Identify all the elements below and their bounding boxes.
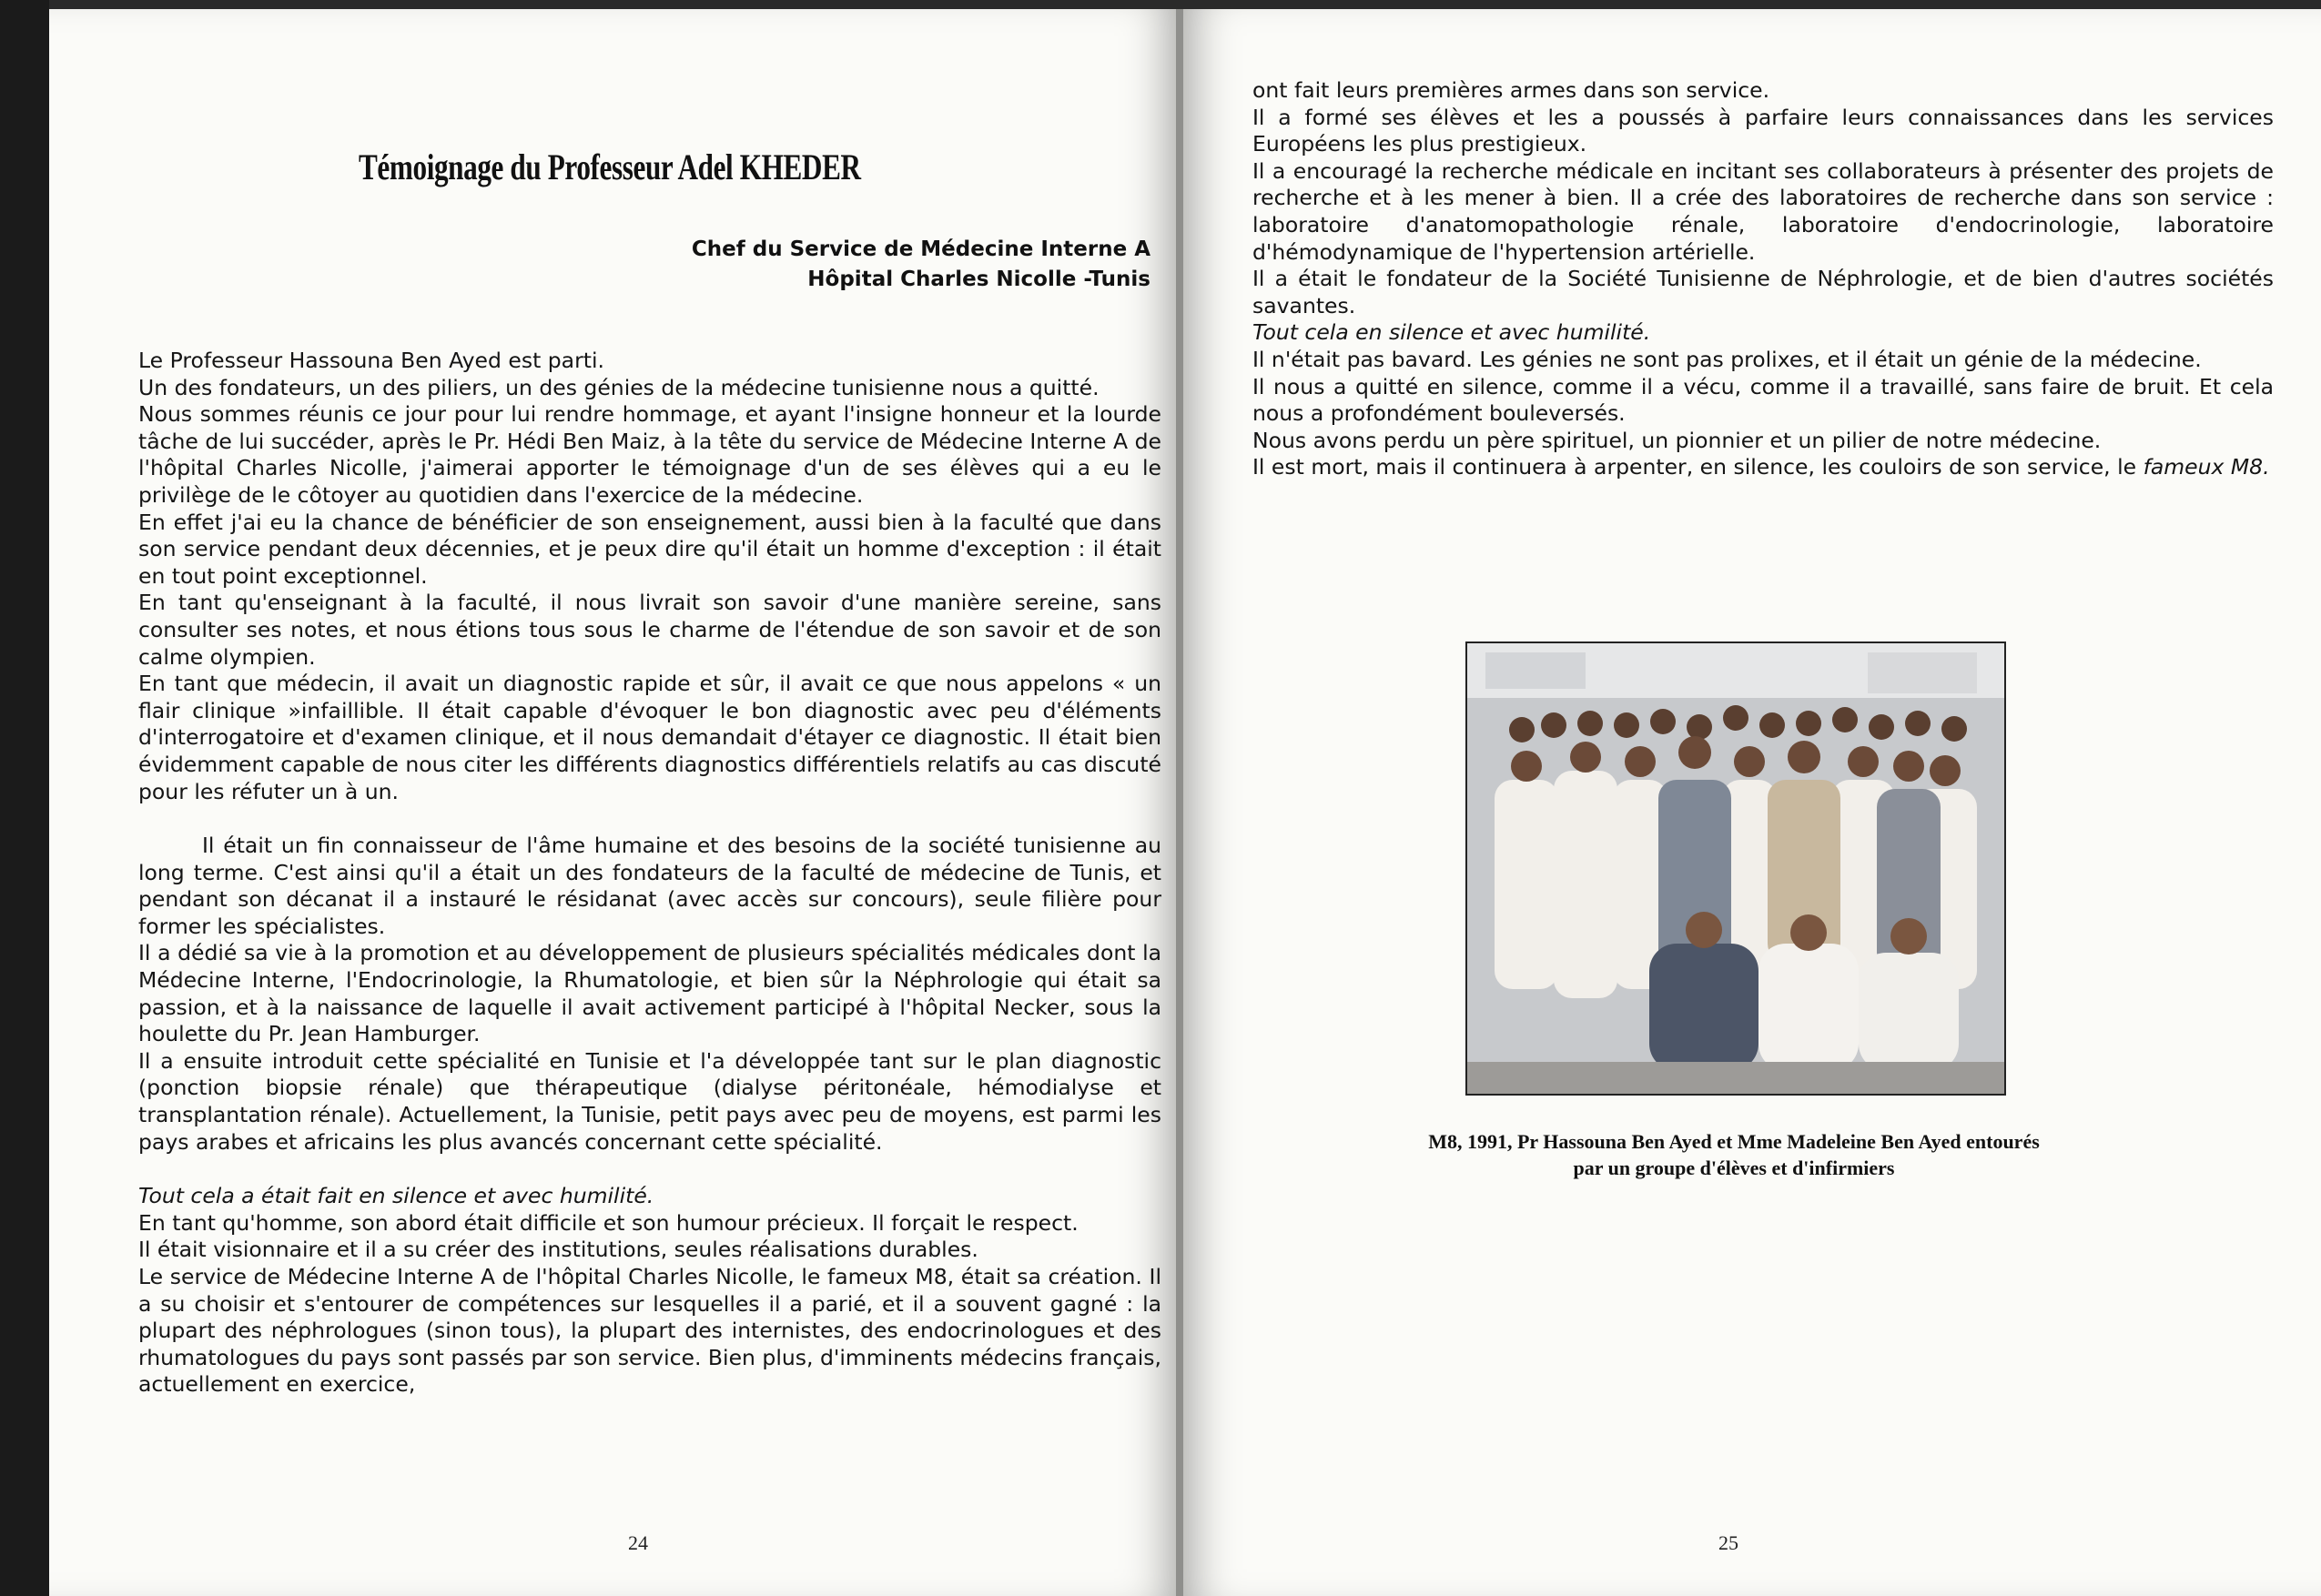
photo-caption xyxy=(1347,1128,2121,1181)
paragraph: Il nous a quitté en silence, comme il a vécu, comme il a travaillé, sans faire de bruit. Et cela nous a profondément bouleversés. xyxy=(1252,373,2274,427)
group-photo-illustration xyxy=(1467,643,2004,1094)
left-body-text xyxy=(138,348,1161,1399)
paragraph: ont fait leurs premières armes dans son service. xyxy=(1252,77,1770,103)
paragraph: Il a était le fondateur de la Société Tunisienne de Néphrologie, et de bien d'autres sociétés savantes. xyxy=(1252,266,2274,318)
fameux-m8: fameux M8. xyxy=(2143,454,2270,480)
affiliation-service: Chef du Service de Médecine Interne A xyxy=(691,237,1150,261)
paragraph: Il était un fin connaisseur de l'âme humaine et des besoins de la société tunisienne au long terme. C'est ainsi qu'il a était un des fondateurs de la faculté de médecine de Tunis, et pendant son décanat il a instauré le résidanat (avec accès sur concours), seule filière pour former les spécialistes. xyxy=(138,833,1161,939)
page-number-left: 24 xyxy=(628,1531,648,1554)
paragraph: Il a formé ses élèves et les a poussés à parfaire leurs connaissances dans les services Européens les plus prestigieux. xyxy=(1252,104,2274,157)
paragraph-last-text: Il est mort, mais il continuera à arpenter, en silence, les couloirs de son service, le xyxy=(1252,454,2137,480)
caption-line-1: M8, 1991, Pr Hassouna Ben Ayed et Mme Madeleine Ben Ayed entourés xyxy=(1428,1130,2040,1153)
page-number-right: 25 xyxy=(1718,1531,1738,1554)
scan-edge-top xyxy=(0,0,2321,9)
paragraph: Le Professeur Hassouna Ben Ayed est parti. xyxy=(138,348,604,373)
paragraph: Il a dédié sa vie à la promotion et au développement de plusieurs spécialités médicales dont la Médecine Interne, l'Endocrinologie, la Rhumatologie, et bien sûr la Néphrologie qui était sa passion, et à la naissance de laquelle il avait activement participé à l'hôpital Necker, sous la houlette du Pr. Jean Hamburger. xyxy=(138,940,1161,1047)
left-page xyxy=(49,9,1178,1596)
paragraph: En tant qu'enseignant à la faculté, il nous livrait son savoir d'une manière sereine, sans consulter ses notes, et nous étions tous sous le charme de l'étendue de son savoir et de son calme olympien. xyxy=(138,590,1161,670)
caption-line-2: par un groupe d'élèves et d'infirmiers xyxy=(1573,1157,1895,1179)
right-page xyxy=(1183,9,2321,1596)
paragraph: Nous sommes réunis ce jour pour lui rendre hommage, et ayant l'insigne honneur et la lourde tâche de lui succéder, après le Pr. Hédi Ben Maiz, à la tête du service de Médecine Interne A de l'hôpital Charles Nicolle, j'aimerai apporter le témoignage d'un de ses élèves qui a eu le privilège de le côtoyer au quotidien dans l'exercice de la médecine. xyxy=(138,401,1161,508)
paragraph: En tant qu'homme, son abord était difficile et son humour précieux. Il forçait le respect. xyxy=(138,1209,1079,1236)
paragraph-italic: Tout cela en silence et avec humilité. xyxy=(1252,319,1651,346)
paragraph: Un des fondateurs, un des piliers, un des génies de la médecine tunisienne nous a quitté. xyxy=(138,374,1100,400)
paragraph: Il n'était pas bavard. Les génies ne sont pas prolixes, et il était un génie de la médecine. xyxy=(1252,346,2202,372)
paragraph: En tant que médecin, il avait un diagnostic rapide et sûr, il avait ce que nous appelons « un flair clinique »infaillible. Il était capable d'évoquer le bon diagnostic avec peu d'éléments d'interrogatoire et d'examen clinique, et il nous demandait d'étayer ce diagnostic. Il était bien évidemment capable de nous citer les différents diagnostics différentiels relatifs au cas discuté pour les réfuter un à un. xyxy=(138,671,1161,804)
right-body-text xyxy=(1252,77,2274,481)
paragraph-last xyxy=(1252,454,2274,481)
paragraph-italic: Tout cela a était fait en silence et avec humilité. xyxy=(138,1183,654,1209)
affiliation-hospital: Hôpital Charles Nicolle -Tunis xyxy=(807,268,1150,291)
paragraph: Il a ensuite introduit cette spécialité en Tunisie et l'a développée tant sur le plan diagnostic (ponction biopsie rénale) que thérapeutique (dialyse péritonéale, hémodialyse et transplantation rénale). Actuellement, la Tunisie, petit pays avec peu de moyens, est parmi les pays arabes et africains les plus avancés concernant cette spécialité. xyxy=(138,1047,1161,1155)
article-title: Témoignage du Professeur Adel KHEDER xyxy=(359,146,861,187)
paragraph: En effet j'ai eu la chance de bénéficier de son enseignement, aussi bien à la faculté que dans son service pendant deux décennies, et je peux dire qu'il était un homme d'exception : il était en tout point exceptionnel. xyxy=(138,509,1161,589)
paragraph: Le service de Médecine Interne A de l'hôpital Charles Nicolle, le fameux M8, était sa création. Il a su choisir et s'entourer de compétences sur lesquelles il a parié, et il a souvent gagné : la plupart des néphrologues (sinon tous), la plupart des internistes, des endocrinologues et des rhumatologues du pays sont passés par son service. Bien plus, d'imminents médecins français, actuellement en exercice, xyxy=(138,1264,1161,1398)
paragraph: Il a encouragé la recherche médicale en incitant ses collaborateurs à présenter des projets de recherche et à les mener à bien. Il a crée des laboratoires de recherche dans son service : laboratoire d'anatomopathologie rénale, laboratoire d'endocrinologie, laboratoire d'hémodynamique de l'hypertension artérielle. xyxy=(1252,157,2274,265)
group-photo xyxy=(1465,641,2006,1096)
scan-edge-left xyxy=(0,0,49,1596)
paragraph: Nous avons perdu un père spirituel, un pionnier et un pilier de notre médecine. xyxy=(1252,427,2102,453)
paragraph: Il était visionnaire et il a su créer des institutions, seules réalisations durables. xyxy=(138,1237,978,1263)
author-affiliation xyxy=(522,235,1150,295)
